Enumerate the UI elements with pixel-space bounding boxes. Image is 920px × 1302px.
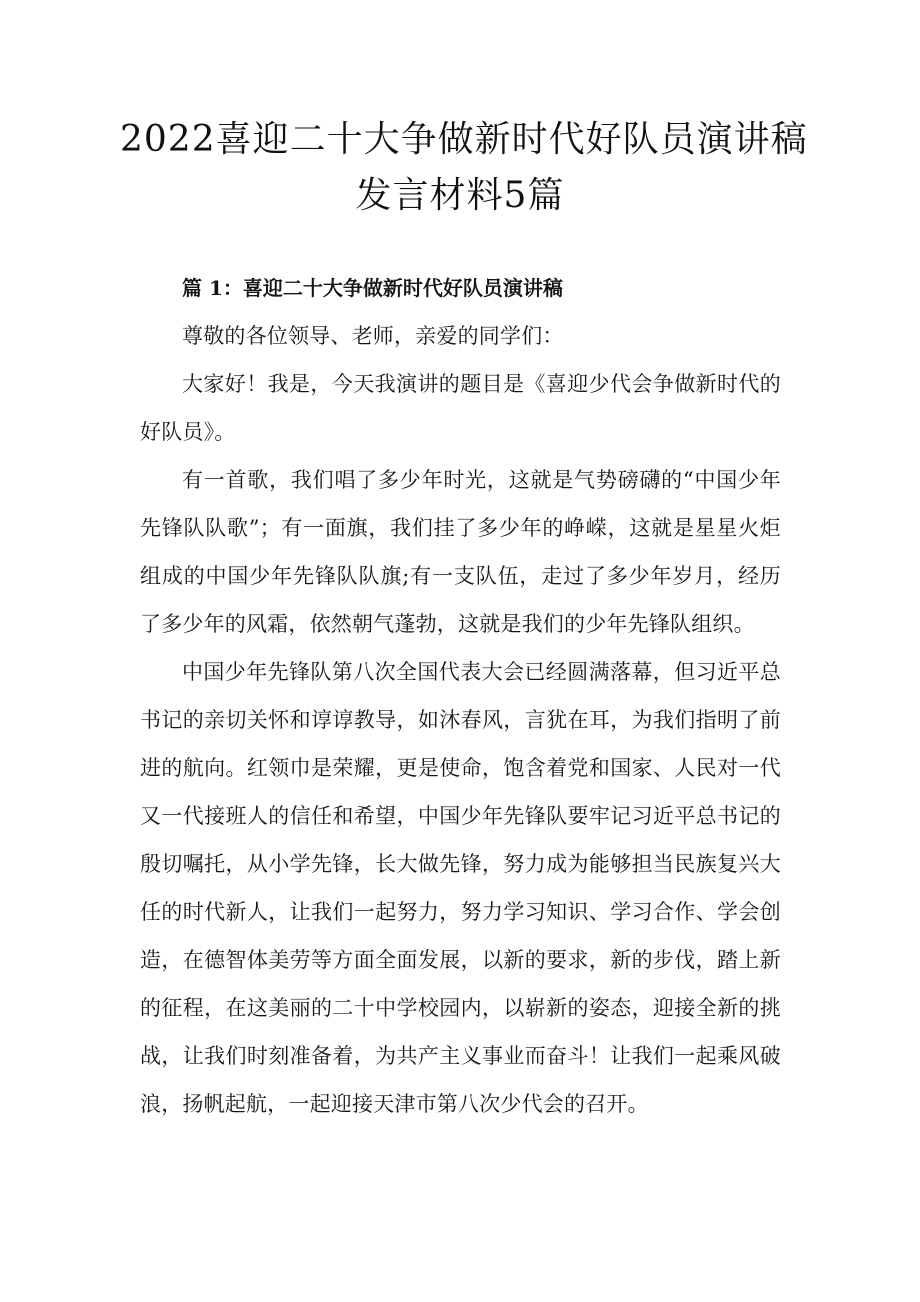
document-body — [140, 264, 781, 1128]
document-title — [120, 112, 808, 224]
salutation-paragraph: 尊敬的各位领导、老师，亲爱的同学们： — [182, 324, 564, 348]
title-line-1: 2022喜迎二十大争做新时代好队员演讲稿 — [120, 119, 808, 160]
title-line-2: 发言材料5篇 — [355, 175, 565, 216]
section-heading: 篇 1：喜迎二十大争做新时代好队员演讲稿 — [182, 276, 563, 300]
greeting-paragraph: 大家好！我是，今天我演讲的题目是《喜迎少代会争做新时代的好队员》。 — [140, 372, 781, 444]
song-flag-paragraph: 有一首歌，我们唱了多少年时光，这就是气势磅礴的“中国少年先锋队队歌”；有一面旗，我们挂了多少年的峥嵘，这就是星星火炬组成的中国少年先锋队队旗;有一支队伍，走过了多少年岁月，经历了多少年的风霜，依然朝气蓬勃，这就是我们的少年先锋队组织。 — [140, 468, 781, 636]
congress-paragraph: 中国少年先锋队第八次全国代表大会已经圆满落幕，但习近平总书记的亲切关怀和谆谆教导，如沐春风，言犹在耳，为我们指明了前进的航向。红领巾是荣耀，更是使命，饱含着党和国家、人民对一代又一代接班人的信任和希望，中国少年先锋队要牢记习近平总书记的殷切嘱托，从小学先锋，长大做先锋，努力成为能够担当民族复兴大任的时代新人，让我们一起努力，努力学习知识、学习合作、学会创造，在德智体美劳等方面全面发展，以新的要求，新的步伐，踏上新的征程，在这美丽的二十中学校园内，以崭新的姿态，迎接全新的挑战，让我们时刻准备着，为共产主义事业而奋斗！让我们一起乘风破浪，扬帆起航，一起迎接天津市第八次少代会的召开。 — [140, 660, 781, 1116]
